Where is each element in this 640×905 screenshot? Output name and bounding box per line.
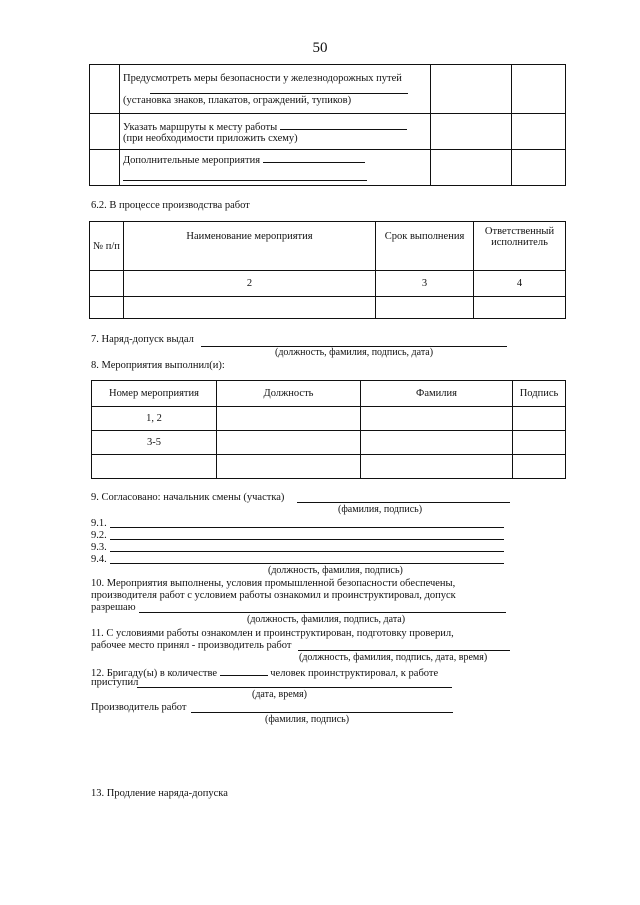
col-header-number: № п/п xyxy=(90,222,124,271)
section-11-line2: рабочее место принял - производитель работ xyxy=(91,640,292,651)
measure-number-cell: 3-5 xyxy=(92,431,217,455)
section-13-heading: 13. Продление наряда-допуска xyxy=(91,788,228,799)
section-7-row xyxy=(91,334,194,345)
measure-note: (установка знаков, плакатов, ограждений, тупиков) xyxy=(123,94,352,106)
section-10-caption: (должность, фамилия, подпись, дата) xyxy=(247,614,406,625)
started-label: приступил xyxy=(91,677,139,688)
col-header-position: Должность xyxy=(217,381,361,407)
item-9-3: 9.3. xyxy=(91,542,107,553)
section-11-caption: (должность, фамилия, подпись, дата, время) xyxy=(299,652,488,663)
section-10-line3: разрешаю xyxy=(91,602,136,613)
section-12-line1 xyxy=(91,665,438,679)
measure-text: Указать маршруты к месту работы xyxy=(123,122,278,133)
issued-by-caption: (должность, фамилия, подпись, дата) xyxy=(275,347,434,358)
col-header-measure-number: Номер мероприятия xyxy=(92,381,217,407)
section-8-heading: 8. Мероприятия выполнил(и): xyxy=(91,360,225,371)
column-number: 2 xyxy=(124,271,376,297)
measure-number-cell: 1, 2 xyxy=(92,407,217,431)
measure-number-cell xyxy=(92,455,217,479)
col-header-name: Наименование мероприятия xyxy=(124,222,376,271)
measure-text: Предусмотреть меры безопасности у железнодорожных путей xyxy=(123,72,402,84)
section-10-line2: производителя работ с условием работы ознакомил и проинструктировал, допуск xyxy=(91,590,456,601)
measure-cell xyxy=(120,150,431,186)
production-measures-table xyxy=(89,221,566,319)
agreed-label: 9. Согласовано: начальник смены (участка) xyxy=(91,492,285,503)
item-9-2: 9.2. xyxy=(91,530,107,541)
item-9-4: 9.4. xyxy=(91,554,107,565)
col-header-signature: Подпись xyxy=(513,381,566,407)
column-number: 3 xyxy=(376,271,474,297)
col-header-responsible: Ответственный исполнитель xyxy=(474,222,566,271)
section-11-line1: 11. С условиями работы ознакомлен и проинструктирован, подготовку проверил, xyxy=(91,628,454,639)
items-caption: (должность, фамилия, подпись) xyxy=(268,565,403,576)
producer-caption: (фамилия, подпись) xyxy=(265,714,350,725)
agreed-caption: (фамилия, подпись) xyxy=(338,504,423,515)
measure-text: Дополнительные мероприятия xyxy=(123,154,261,166)
started-caption: (дата, время) xyxy=(252,689,307,700)
page-number: 50 xyxy=(312,40,328,56)
measures-table-top xyxy=(89,64,566,186)
measure-cell xyxy=(120,114,431,150)
brigade-label: 12. Бригаду(ы) в количестве xyxy=(91,668,218,679)
issued-by-label: 7. Наряд-допуск выдал xyxy=(91,334,194,345)
item-9-1: 9.1. xyxy=(91,518,107,529)
brigade-label-2: человек проинструктировал, к работе xyxy=(270,668,439,679)
column-number: 4 xyxy=(474,271,566,297)
measure-note: (при необходимости приложить схему) xyxy=(123,133,298,144)
section-10-line1: 10. Мероприятия выполнены, условия промышленной безопасности обеспечены, xyxy=(91,578,456,589)
section-6-2-heading: 6.2. В процессе производства работ xyxy=(91,200,250,211)
producer-label: Производитель работ xyxy=(91,702,187,713)
measure-cell xyxy=(120,65,431,114)
col-header-deadline: Срок выполнения xyxy=(376,222,474,271)
performed-by-table xyxy=(91,380,566,479)
col-header-surname: Фамилия xyxy=(361,381,513,407)
